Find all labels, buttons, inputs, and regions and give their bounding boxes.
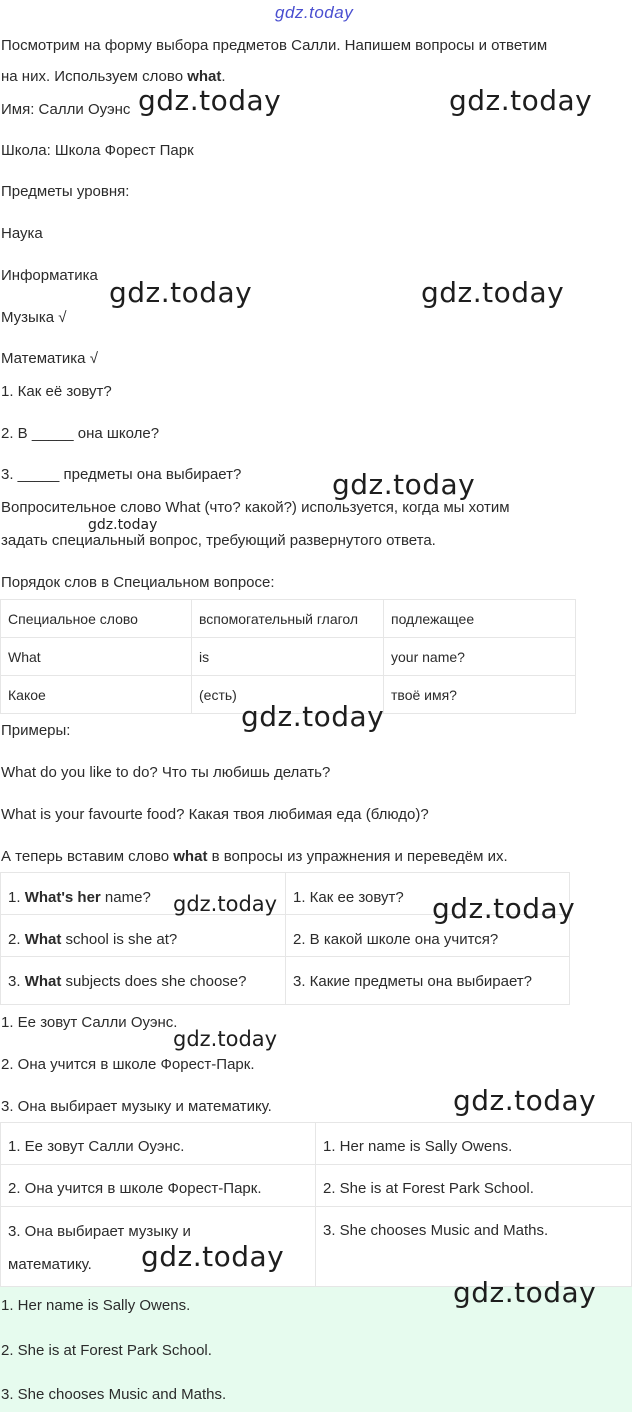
watermark: gdz.today bbox=[173, 892, 278, 916]
table-cell: 2. В какой школе она учится? bbox=[286, 915, 570, 957]
table-cell: is bbox=[192, 638, 384, 676]
answers-table bbox=[0, 1122, 632, 1287]
table-cell: 2. Она учится в школе Форест-Парк. bbox=[1, 1165, 316, 1207]
watermark: gdz.today bbox=[88, 517, 158, 533]
table-row bbox=[1, 957, 570, 1005]
insert-instruction: А теперь вставим слово what в вопросы из упражнения и переведём их. bbox=[1, 848, 508, 865]
table-cell: What bbox=[1, 638, 192, 676]
watermark: gdz.today bbox=[241, 700, 385, 733]
watermark: gdz.today bbox=[332, 468, 476, 501]
table-row bbox=[1, 600, 576, 638]
explanation-line-1: Вопросительное слово What (что? какой?) используется, когда мы хотим bbox=[1, 499, 510, 516]
table-row bbox=[1, 638, 576, 676]
table-cell: 2. She is at Forest Park School. bbox=[316, 1165, 632, 1207]
table-row bbox=[1, 1207, 632, 1287]
watermark: gdz.today bbox=[141, 1240, 285, 1273]
form-name: Имя: Салли Оуэнс bbox=[1, 101, 131, 118]
table-cell: your name? bbox=[384, 638, 576, 676]
watermark: gdz.today bbox=[449, 84, 593, 117]
answer-ru-item: 1. Ее зовут Салли Оуэнс. bbox=[1, 1014, 178, 1031]
table-cell: подлежащее bbox=[384, 600, 576, 638]
table-cell: 3. She chooses Music and Maths. bbox=[316, 1207, 632, 1287]
table-cell: 2. What school is she at? bbox=[1, 915, 286, 957]
word-order-title: Порядок слов в Специальном вопросе: bbox=[1, 574, 275, 591]
subject-item: Информатика bbox=[1, 267, 98, 284]
question-item: 3. _____ предметы она выбирает? bbox=[1, 466, 242, 483]
table-cell: 3. Какие предметы она выбирает? bbox=[286, 957, 570, 1005]
table-cell: вспомогательный глагол bbox=[192, 600, 384, 638]
table-cell: 3. Она выбирает музыку и математику. bbox=[1, 1207, 316, 1287]
watermark: gdz.today bbox=[453, 1084, 597, 1117]
subject-item: Наука bbox=[1, 225, 43, 242]
watermark: gdz.today bbox=[453, 1276, 597, 1309]
table-cell: 3. What subjects does she choose? bbox=[1, 957, 286, 1005]
examples-title: Примеры: bbox=[1, 722, 71, 739]
subject-item: Музыка √ bbox=[1, 309, 67, 326]
final-answer-item: 2. She is at Forest Park School. bbox=[1, 1342, 212, 1359]
question-item: 1. Как её зовут? bbox=[1, 383, 112, 400]
answer-ru-item: 3. Она выбирает музыку и математику. bbox=[1, 1098, 272, 1115]
example-item: What is your favourte food? Какая твоя любимая еда (блюдо)? bbox=[1, 806, 429, 823]
table-cell: 1. Как ее зовут? bbox=[286, 873, 570, 915]
table-cell: 1. Ее зовут Салли Оуэнс. bbox=[1, 1123, 316, 1165]
word-order-table bbox=[0, 599, 576, 714]
table-row bbox=[1, 1123, 632, 1165]
table-row bbox=[1, 1165, 632, 1207]
explanation-line-2: задать специальный вопрос, требующий развернутого ответа. bbox=[1, 532, 436, 549]
site-logo[interactable]: gdz.today bbox=[275, 3, 354, 22]
form-subjects-title: Предметы уровня: bbox=[1, 183, 130, 200]
intro-line-2: на них. Используем слово what. bbox=[1, 68, 226, 85]
table-cell: (есть) bbox=[192, 676, 384, 714]
table-cell: Какое bbox=[1, 676, 192, 714]
watermark: gdz.today bbox=[109, 276, 253, 309]
watermark: gdz.today bbox=[173, 1027, 278, 1051]
table-cell: 1. What's her name? bbox=[1, 873, 286, 915]
subject-item: Математика √ bbox=[1, 350, 98, 367]
answer-ru-item: 2. Она учится в школе Форест-Парк. bbox=[1, 1056, 255, 1073]
table-cell: 1. Her name is Sally Owens. bbox=[316, 1123, 632, 1165]
intro-line-1: Посмотрим на форму выбора предметов Салли. Напишем вопросы и ответим bbox=[1, 37, 548, 54]
table-cell: твоё имя? bbox=[384, 676, 576, 714]
watermark: gdz.today bbox=[432, 892, 576, 925]
watermark: gdz.today bbox=[421, 276, 565, 309]
example-item: What do you like to do? Что ты любишь делать? bbox=[1, 764, 331, 781]
question-item: 2. В _____ она школе? bbox=[1, 425, 160, 442]
form-school: Школа: Школа Форест Парк bbox=[1, 142, 194, 159]
watermark: gdz.today bbox=[138, 84, 282, 117]
table-cell: Специальное слово bbox=[1, 600, 192, 638]
final-answer-item: 1. Her name is Sally Owens. bbox=[1, 1297, 191, 1314]
final-answer-item: 3. She chooses Music and Maths. bbox=[1, 1386, 227, 1403]
